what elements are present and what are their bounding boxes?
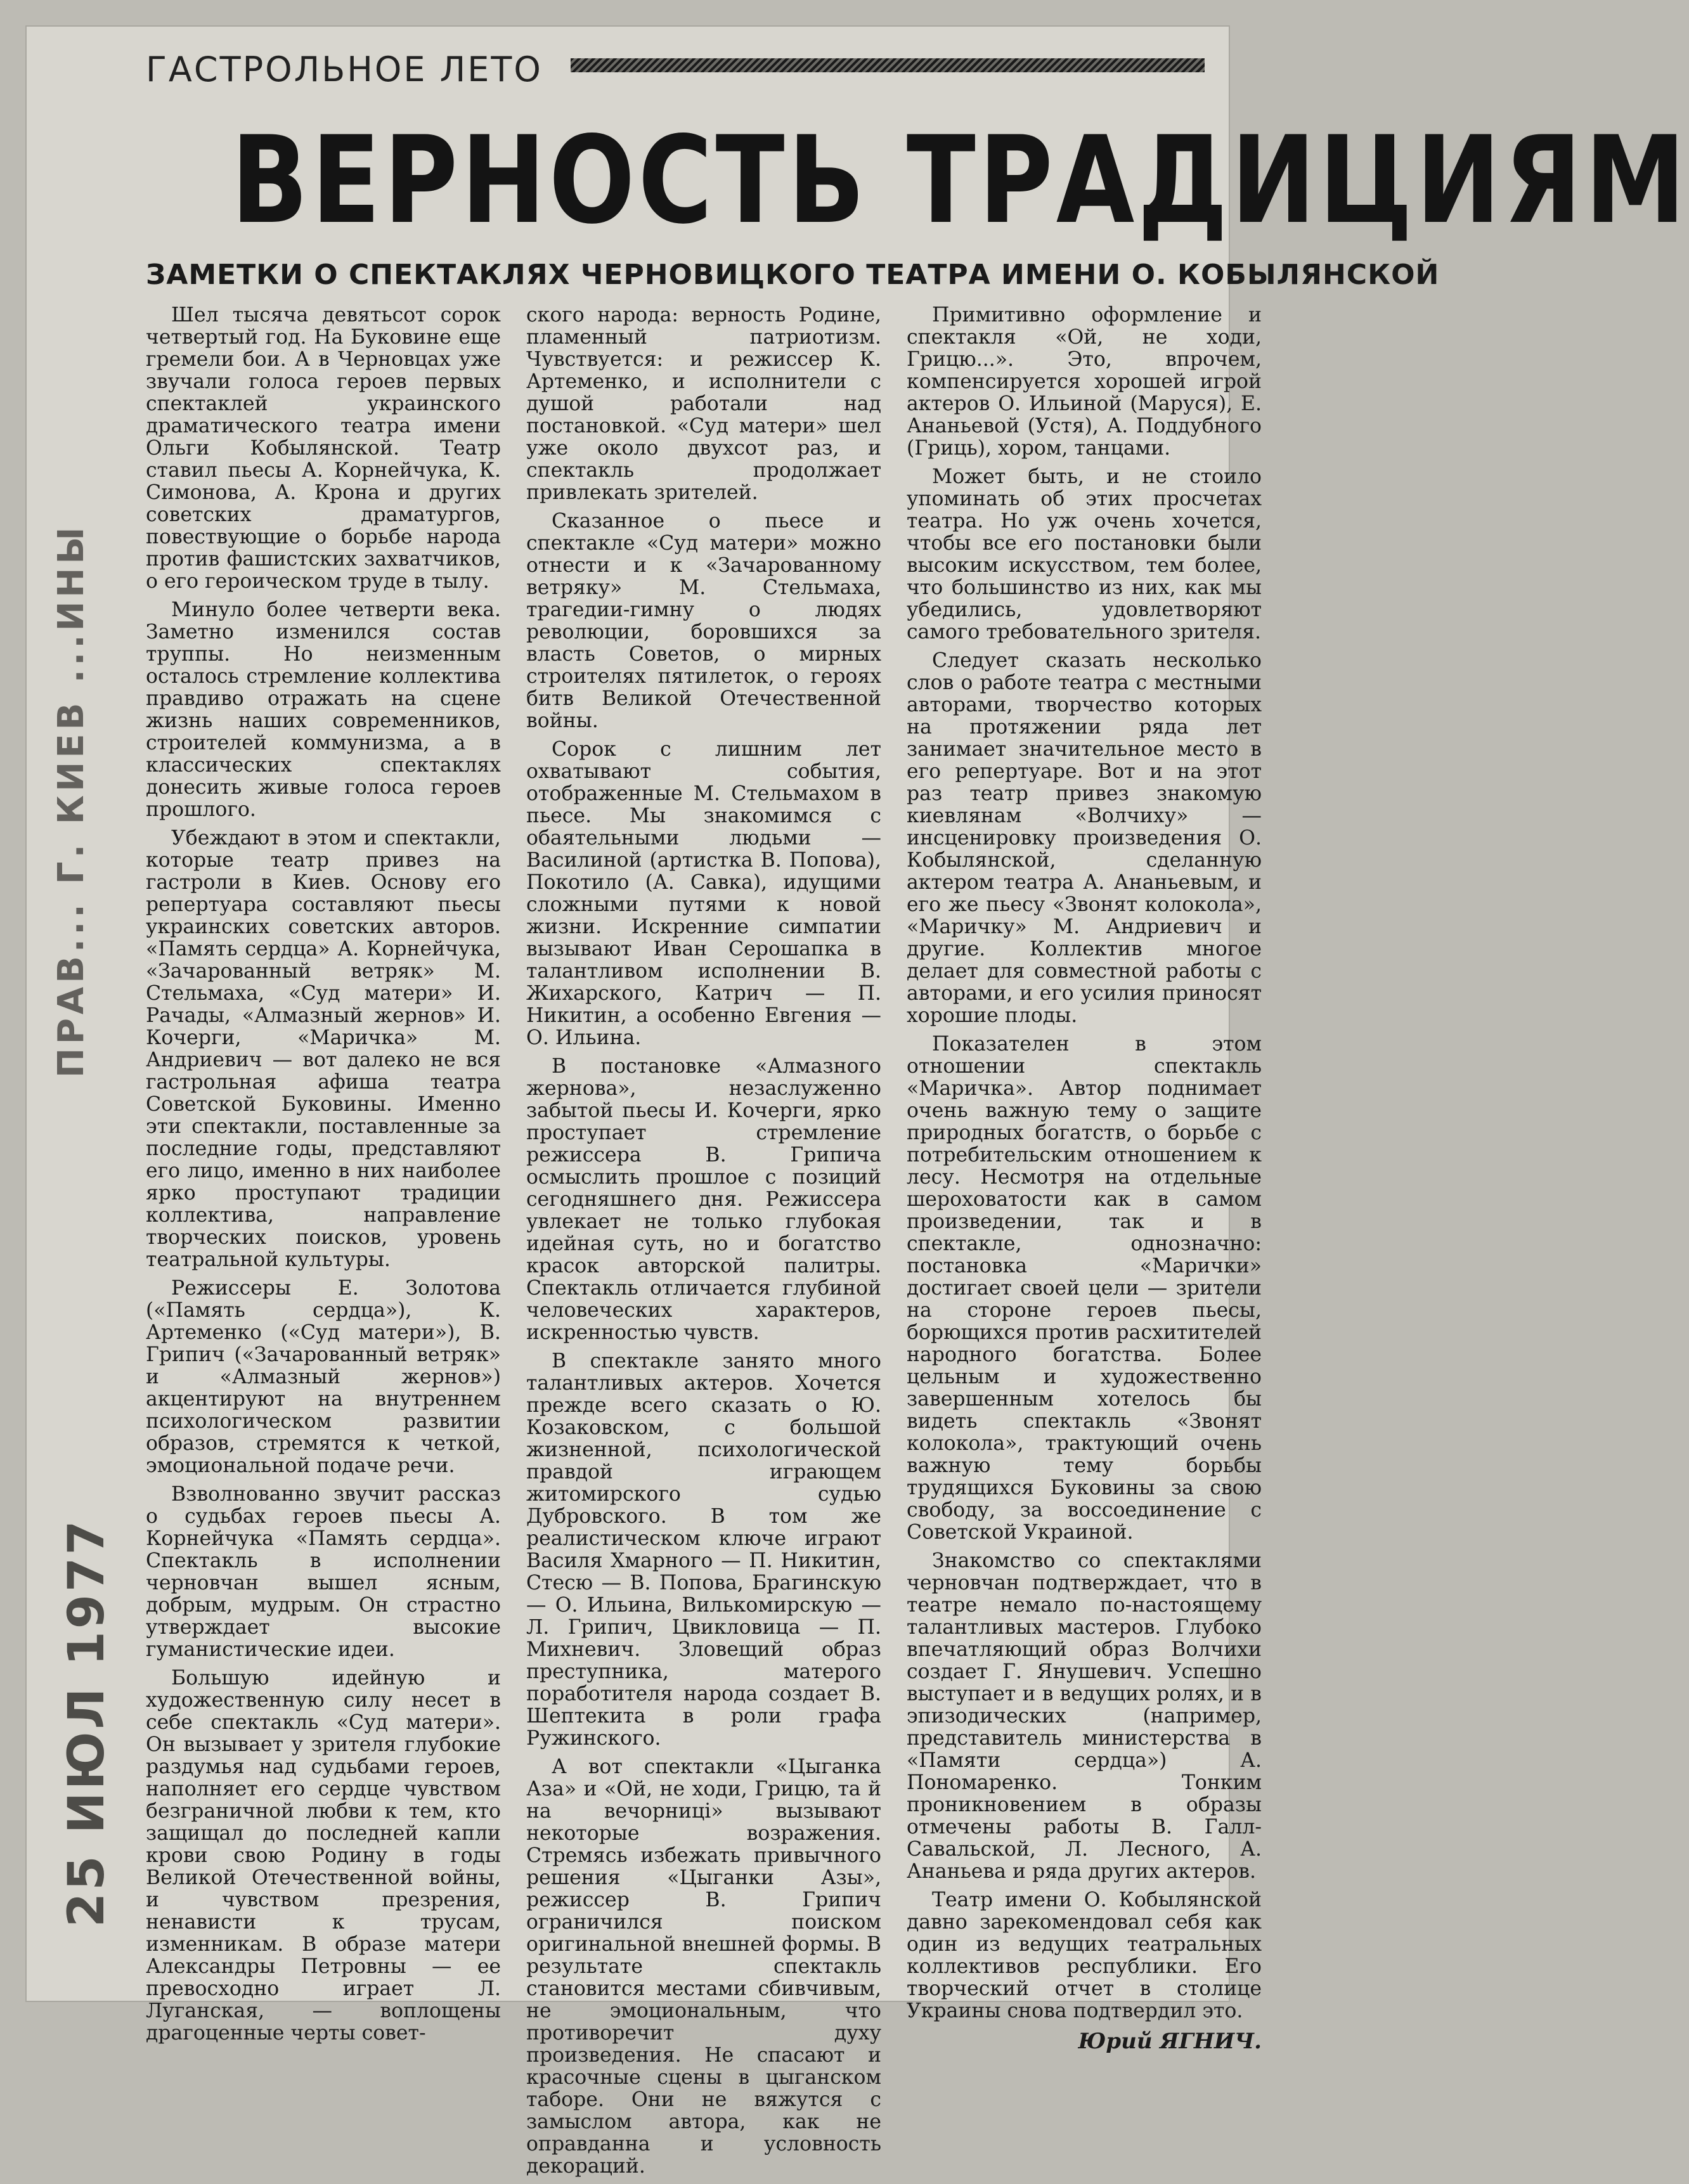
column-1	[146, 304, 501, 2184]
paragraph: ского народа: верность Родине, пламенный патриотизм. Чувствуется: и режиссер К. Артеменко, и исполнители с душой работали над постановкой. «Суд матери» шел уже около двухсот раз, и спектакль продолжает привлекать зрителей.	[526, 304, 881, 504]
paragraph: Большую идейную и художественную силу несет в себе спектакль «Суд матери». Он вызывает у зрителя глубокие раздумья над судьбами героев, наполняет его сердце чувством безграничной любви к тем, кто защищал до последней капли крови свою Родину в годы Великой Отечественной войны, и чувством презрения, ненависти к трусам, изменникам. В образе матери Александры Петровны — ее превосходно играет Л. Луганская, — воплощены драгоценные черты совет-	[146, 1667, 501, 2045]
paragraph: Следует сказать несколько слов о работе театра с местными авторами, творчество которых на протяжении ряда лет занимает значительное место в его репертуаре. Вот и на этот раз театр привез знакомую киевлянам «Волчиху» — инсценировку произведения О. Кобылянской, сделанную актером театра А. Ананьевым, и его же пьесу «Звонят колокола», «Маричку» М. Андриевич и другие. Коллектив многое делает для совместной работы с авторами, и его усилия приносят хорошие плоды.	[907, 649, 1262, 1027]
paragraph: Знакомство со спектаклями черновчан подтверждает, что в театре немало по-настоящему талантливых мастеров. Глубоко впечатляющий образ Волчихи создает Г. Янушевич. Успешно выступает и в ведущих ролях, и в эпизодических (например, представитель министерства в «Памяти сердца») А. Пономаренко. Тонким проникновением в образы отмечены работы В. Галл-Савальской, Л. Лесного, А. Ананьева и ряда других актеров.	[907, 1549, 1262, 1883]
paragraph: Убеждают в этом и спектакли, которые театр привез на гастроли в Киев. Основу его репертуара составляют пьесы украинских советских авторов. «Память сердца» А. Корнейчука, «Зачарованный ветряк» М. Стельмаха, «Суд матери» И. Рачады, «Алмазный жернов» И. Кочерги, «Маричка» М. Андриевич — вот далеко не вся гастрольная афиша театра Советской Буковины. Именно эти спектакли, поставленные за последние годы, представляют его лицо, именно в них наиболее ярко проступают традиции коллектива, направление творческих поисков, уровень театральной культуры.	[146, 827, 501, 1271]
paragraph: Режиссеры Е. Золотова («Память сердца»), К. Артеменко («Суд матери»), В. Грипич («Зачарованный ветряк» и «Алмазный жернов») акцентируют на внутреннем психологическом развитии образов, стремятся к четкой, эмоциональной подаче речи.	[146, 1277, 501, 1477]
column-3	[907, 304, 1262, 2184]
paragraph: Может быть, и не стоило упоминать об этих просчетах театра. Но уж очень хочется, чтобы все его постановки были высоким искусством, тем более, что большинство из них, как мы убедились, удовлетворяют самого требовательного зрителя.	[907, 465, 1262, 643]
article-subtitle: ЗАМЕТКИ О СПЕКТАКЛЯХ ЧЕРНОВИЦКОГО ТЕАТРА ИМЕНИ О. КОБЫЛЯНСКОЙ	[146, 259, 1440, 291]
newspaper-clipping	[25, 25, 1689, 2178]
paragraph: Театр имени О. Кобылянской давно зарекомендовал себя как один из ведущих театральных коллективов республики. Его творческий отчет в столице Украины снова подтвердил это.	[907, 1889, 1262, 2022]
archive-stamp: ПРАВ... Г. КИЕВ ...ИНЫ	[51, 523, 92, 1078]
paragraph: Сорок с лишним лет охватывают события, отображенные М. Стельмахом в пьесе. Мы знакомимся с обаятельными людьми — Василиной (артистка В. Попова), Покотило (А. Савка), идущими сложными путями к новой жизни. Искренние симпатии вызывают Иван Серошапка в талантливом исполнении В. Жихарского, Катрич — П. Никитин, а особенно Евгения — О. Ильина.	[526, 738, 881, 1049]
paragraph: Примитивно оформление и спектакля «Ой, не ходи, Грицю...». Это, впрочем, компенсируется хорошей игрой актеров О. Ильиной (Маруся), Е. Ананьевой (Устя), А. Поддубного (Гриць), хором, танцами.	[907, 304, 1262, 460]
paragraph: Сказанное о пьесе и спектакле «Суд матери» можно отнести и к «Зачарованному ветряку» М. Стельмаха, трагедии-гимну о людях революции, боровшихся за власть Советов, о мирных строителях пятилеток, о героях битв Великой Отечественной войны.	[526, 510, 881, 732]
paragraph: Показателен в этом отношении спектакль «Маричка». Автор поднимает очень важную тему о защите природных богатств, о борьбе с потребительским отношением к лесу. Несмотря на отдельные шероховатости как в самом произведении, так и в спектакле, однозначно: постановка «Марички» достигает своей цели — зрители на стороне героев пьесы, борющихся против расхитителей народного богатства. Более цельным и художественно завершенным хотелось бы видеть спектакль «Звонят колокола», трактующий очень важную тему борьбы трудящихся Буковины за свою свободу, за воссоединение с Советской Украиной.	[907, 1033, 1262, 1544]
paragraph: Взволнованно звучит рассказ о судьбах героев пьесы А. Корнейчука «Память сердца». Спектакль в исполнении черновчан вышел ясным, добрым, мудрым. Он страстно утверждает высокие гуманистические идеи.	[146, 1483, 501, 1661]
author-signature: Юрий ЯГНИЧ.	[1078, 2029, 1262, 2054]
paragraph: В спектакле занято много талантливых актеров. Хочется прежде всего сказать о Ю. Козаковском, с большой жизненной, психологической правдой играющем житомирского судью Дубровского. В том же реалистическом ключе играют Василя Хмарного — П. Никитин, Стесю — В. Попова, Брагинскую — О. Ильина, Вилькомирскую — Л. Грипич, Цвикловица — П. Михневич. Зловещий образ преступника, матерого поработителя народа создает В. Шептекита в роли графа Ружинского.	[526, 1350, 881, 1750]
paragraph: Шел тысяча девятьсот сорок четвертый год. На Буковине еще гремели бои. А в Черновцах уже звучали голоса героев первых спектаклей украинского драматического театра имени Ольги Кобылянской. Театр ставил пьесы А. Корнейчука, К. Симонова, А. Крона и других советских драматургов, повествующие о борьбе народа против фашистских захватчиков, о его героическом труде в тылу.	[146, 304, 501, 593]
date-stamp: 25 ИЮЛ 1977	[58, 1518, 115, 1927]
paragraph: В постановке «Алмазного жернова», незаслуженно забытой пьесы И. Кочерги, ярко проступает стремление режиссера В. Грипича осмыслить прошлое с позиций сегодняшнего дня. Режиссера увлекает не только глубокая идейная суть, но и богатство красок авторской палитры. Спектакль отличается глубиной человеческих характеров, искренностью чувств.	[526, 1055, 881, 1344]
section-rubric: ГАСТРОЛЬНОЕ ЛЕТО	[146, 49, 543, 89]
article-headline: ВЕРНОСТЬ ТРАДИЦИЯМ	[231, 110, 1689, 250]
article-body	[146, 304, 1262, 2178]
rubric-rule	[571, 58, 1205, 72]
paragraph: А вот спектакли «Цыганка Аза» и «Ой, не ходи, Грицю, та й на вечорниці» вызывают некоторые возражения. Стремясь избежать привычного решения «Цыганки Азы», режиссер В. Грипич ограничился поиском оригинальной внешней формы. В результате спектакль становится местами сбивчивым, не эмоциональным, что противоречит духу произведения. Не спасают и красочные сцены в цыганском таборе. Они не вяжутся с замыслом автора, как не оправданна и условность декораций.	[526, 1755, 881, 2178]
column-2	[526, 304, 881, 2184]
paragraph: Минуло более четверти века. Заметно изменился состав труппы. Но неизменным осталось стремление коллектива правдиво отражать на сцене жизнь наших современников, строителей коммунизма, а в классических спектаклях донесить живые голоса героев прошлого.	[146, 598, 501, 821]
